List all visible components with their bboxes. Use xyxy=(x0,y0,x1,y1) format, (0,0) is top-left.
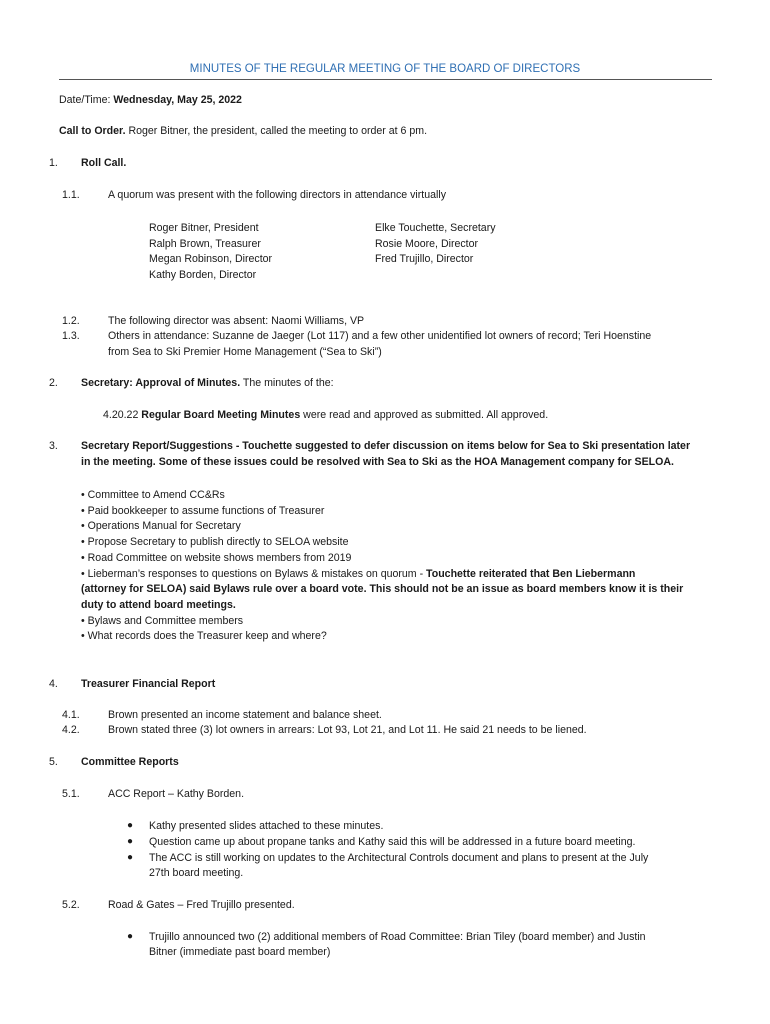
title-rule xyxy=(59,79,712,80)
list-item: • Bylaws and Committee members xyxy=(81,614,244,627)
item-4-2-number: 4.2. xyxy=(62,724,80,736)
section-2-line xyxy=(81,377,334,389)
directors-right-list xyxy=(375,221,496,268)
director-entry: Ralph Brown, Treasurer xyxy=(149,237,261,250)
lieberman-item-bold-1: Touchette reiterated that Ben Liebermann xyxy=(426,567,636,580)
list-item: • What records does the Treasurer keep and where? xyxy=(81,630,327,643)
item-4-1-text: Brown presented an income statement and balance sheet. xyxy=(108,709,382,721)
list-item: • Road Committee on website shows members from 2019 xyxy=(81,551,352,564)
datetime-line xyxy=(59,94,242,106)
item-5-1-text: ACC Report – Kathy Borden. xyxy=(108,788,245,800)
lieberman-item-bold-3: duty to attend board meetings. xyxy=(81,598,236,611)
section-5-number: 5. xyxy=(49,756,58,768)
minutes-title: Regular Board Meeting Minutes xyxy=(141,409,301,421)
datetime-value: Wednesday, May 25, 2022 xyxy=(113,94,242,106)
item-1-3-number: 1.3. xyxy=(62,330,80,342)
road-bullet-line-1: Trujillo announced two (2) additional members of Road Committee: Brian Tiley (board member) and Justin xyxy=(149,931,646,943)
acc-bullet-3: The ACC is still working on updates to the Architectural Controls document and plans to present at the July xyxy=(149,852,649,864)
item-5-1-number: 5.1. xyxy=(62,788,80,800)
section-5-heading: Committee Reports xyxy=(81,756,179,768)
minutes-approval-line xyxy=(103,409,548,421)
section-1-heading: Roll Call. xyxy=(81,157,127,169)
item-5-2-number: 5.2. xyxy=(62,899,80,911)
director-entry: Roger Bitner, President xyxy=(149,222,259,234)
item-1-1-number: 1.1. xyxy=(62,189,80,201)
road-bullet-line-2: Bitner (immediate past board member) xyxy=(149,946,331,958)
list-item: • Committee to Amend CC&Rs xyxy=(81,489,225,501)
section-2-number: 2. xyxy=(49,377,58,389)
director-entry: Megan Robinson, Director xyxy=(149,253,273,265)
list-item xyxy=(81,567,683,583)
call-to-order-text: Roger Bitner, the president, called the meeting to order at 6 pm. xyxy=(125,125,428,137)
minutes-status: were read and approved as submitted. All approved. xyxy=(300,409,549,421)
section-3-heading-line-2: in the meeting. Some of these issues could be resolved with Sea to Ski as the HOA Management company for SELOA. xyxy=(81,456,674,468)
section-2-text: The minutes of the: xyxy=(240,377,334,389)
section-4-number: 4. xyxy=(49,678,58,690)
minutes-date: 4.20.22 xyxy=(103,409,142,421)
section-4-heading: Treasurer Financial Report xyxy=(81,678,216,690)
item-1-3-line-2: from Sea to Ski Premier Home Management (“Sea to Ski”) xyxy=(108,346,382,358)
bullet-icon: ● xyxy=(127,931,134,942)
secretary-bullet-list xyxy=(81,488,683,645)
lieberman-item-text: • Lieberman’s responses to questions on Bylaws & mistakes on quorum - xyxy=(81,567,427,580)
list-item: • Paid bookkeeper to assume functions of Treasurer xyxy=(81,504,325,517)
acc-bullet-1: Kathy presented slides attached to these minutes. xyxy=(149,820,384,832)
item-4-1-number: 4.1. xyxy=(62,709,80,721)
document-title: MINUTES OF THE REGULAR MEETING OF THE BOARD OF DIRECTORS xyxy=(189,63,581,75)
item-1-1-text: A quorum was present with the following directors in attendance virtually xyxy=(108,189,446,201)
lieberman-item-bold-2: (attorney for SELOA) said Bylaws rule over a board vote. This should not be an issue as board members know it is their xyxy=(81,583,684,596)
section-1-number: 1. xyxy=(49,157,58,169)
bullet-icon: ● xyxy=(127,852,134,863)
item-4-2-text: Brown stated three (3) lot owners in arrears: Lot 93, Lot 21, and Lot 11. He said 21 needs to be liened. xyxy=(108,724,587,736)
list-item: • Operations Manual for Secretary xyxy=(81,520,241,533)
item-1-2-text: The following director was absent: Naomi Williams, VP xyxy=(108,315,365,327)
director-entry: Elke Touchette, Secretary xyxy=(375,222,496,234)
section-2-heading: Secretary: Approval of Minutes. xyxy=(81,377,241,389)
call-to-order-label: Call to Order. xyxy=(59,125,126,137)
bullet-icon: ● xyxy=(127,820,134,831)
bullet-icon: ● xyxy=(127,836,134,847)
item-5-2-text: Road & Gates – Fred Trujillo presented. xyxy=(108,899,295,911)
section-3-heading-line-1: Secretary Report/Suggestions - Touchette suggested to defer discussion on items below for Sea to Ski presentation later xyxy=(81,440,691,452)
list-item: • Propose Secretary to publish directly to SELOA website xyxy=(81,536,349,549)
acc-bullet-3-continued: 27th board meeting. xyxy=(149,867,244,879)
acc-bullet-2: Question came up about propane tanks and Kathy said this will be addressed in a future board meeting. xyxy=(149,836,636,848)
call-to-order xyxy=(59,125,427,137)
director-entry: Rosie Moore, Director xyxy=(375,237,479,250)
item-1-3-line-1: Others in attendance: Suzanne de Jaeger (Lot 117) and a few other unidentified lot owners of record; Teri Hoenstine xyxy=(108,330,652,342)
item-1-2-number: 1.2. xyxy=(62,315,80,327)
directors-left-list xyxy=(149,221,272,283)
datetime-label: Date/Time: xyxy=(59,94,114,106)
director-entry: Fred Trujillo, Director xyxy=(375,253,474,265)
section-3-number: 3. xyxy=(49,440,58,452)
director-entry: Kathy Borden, Director xyxy=(149,268,257,281)
